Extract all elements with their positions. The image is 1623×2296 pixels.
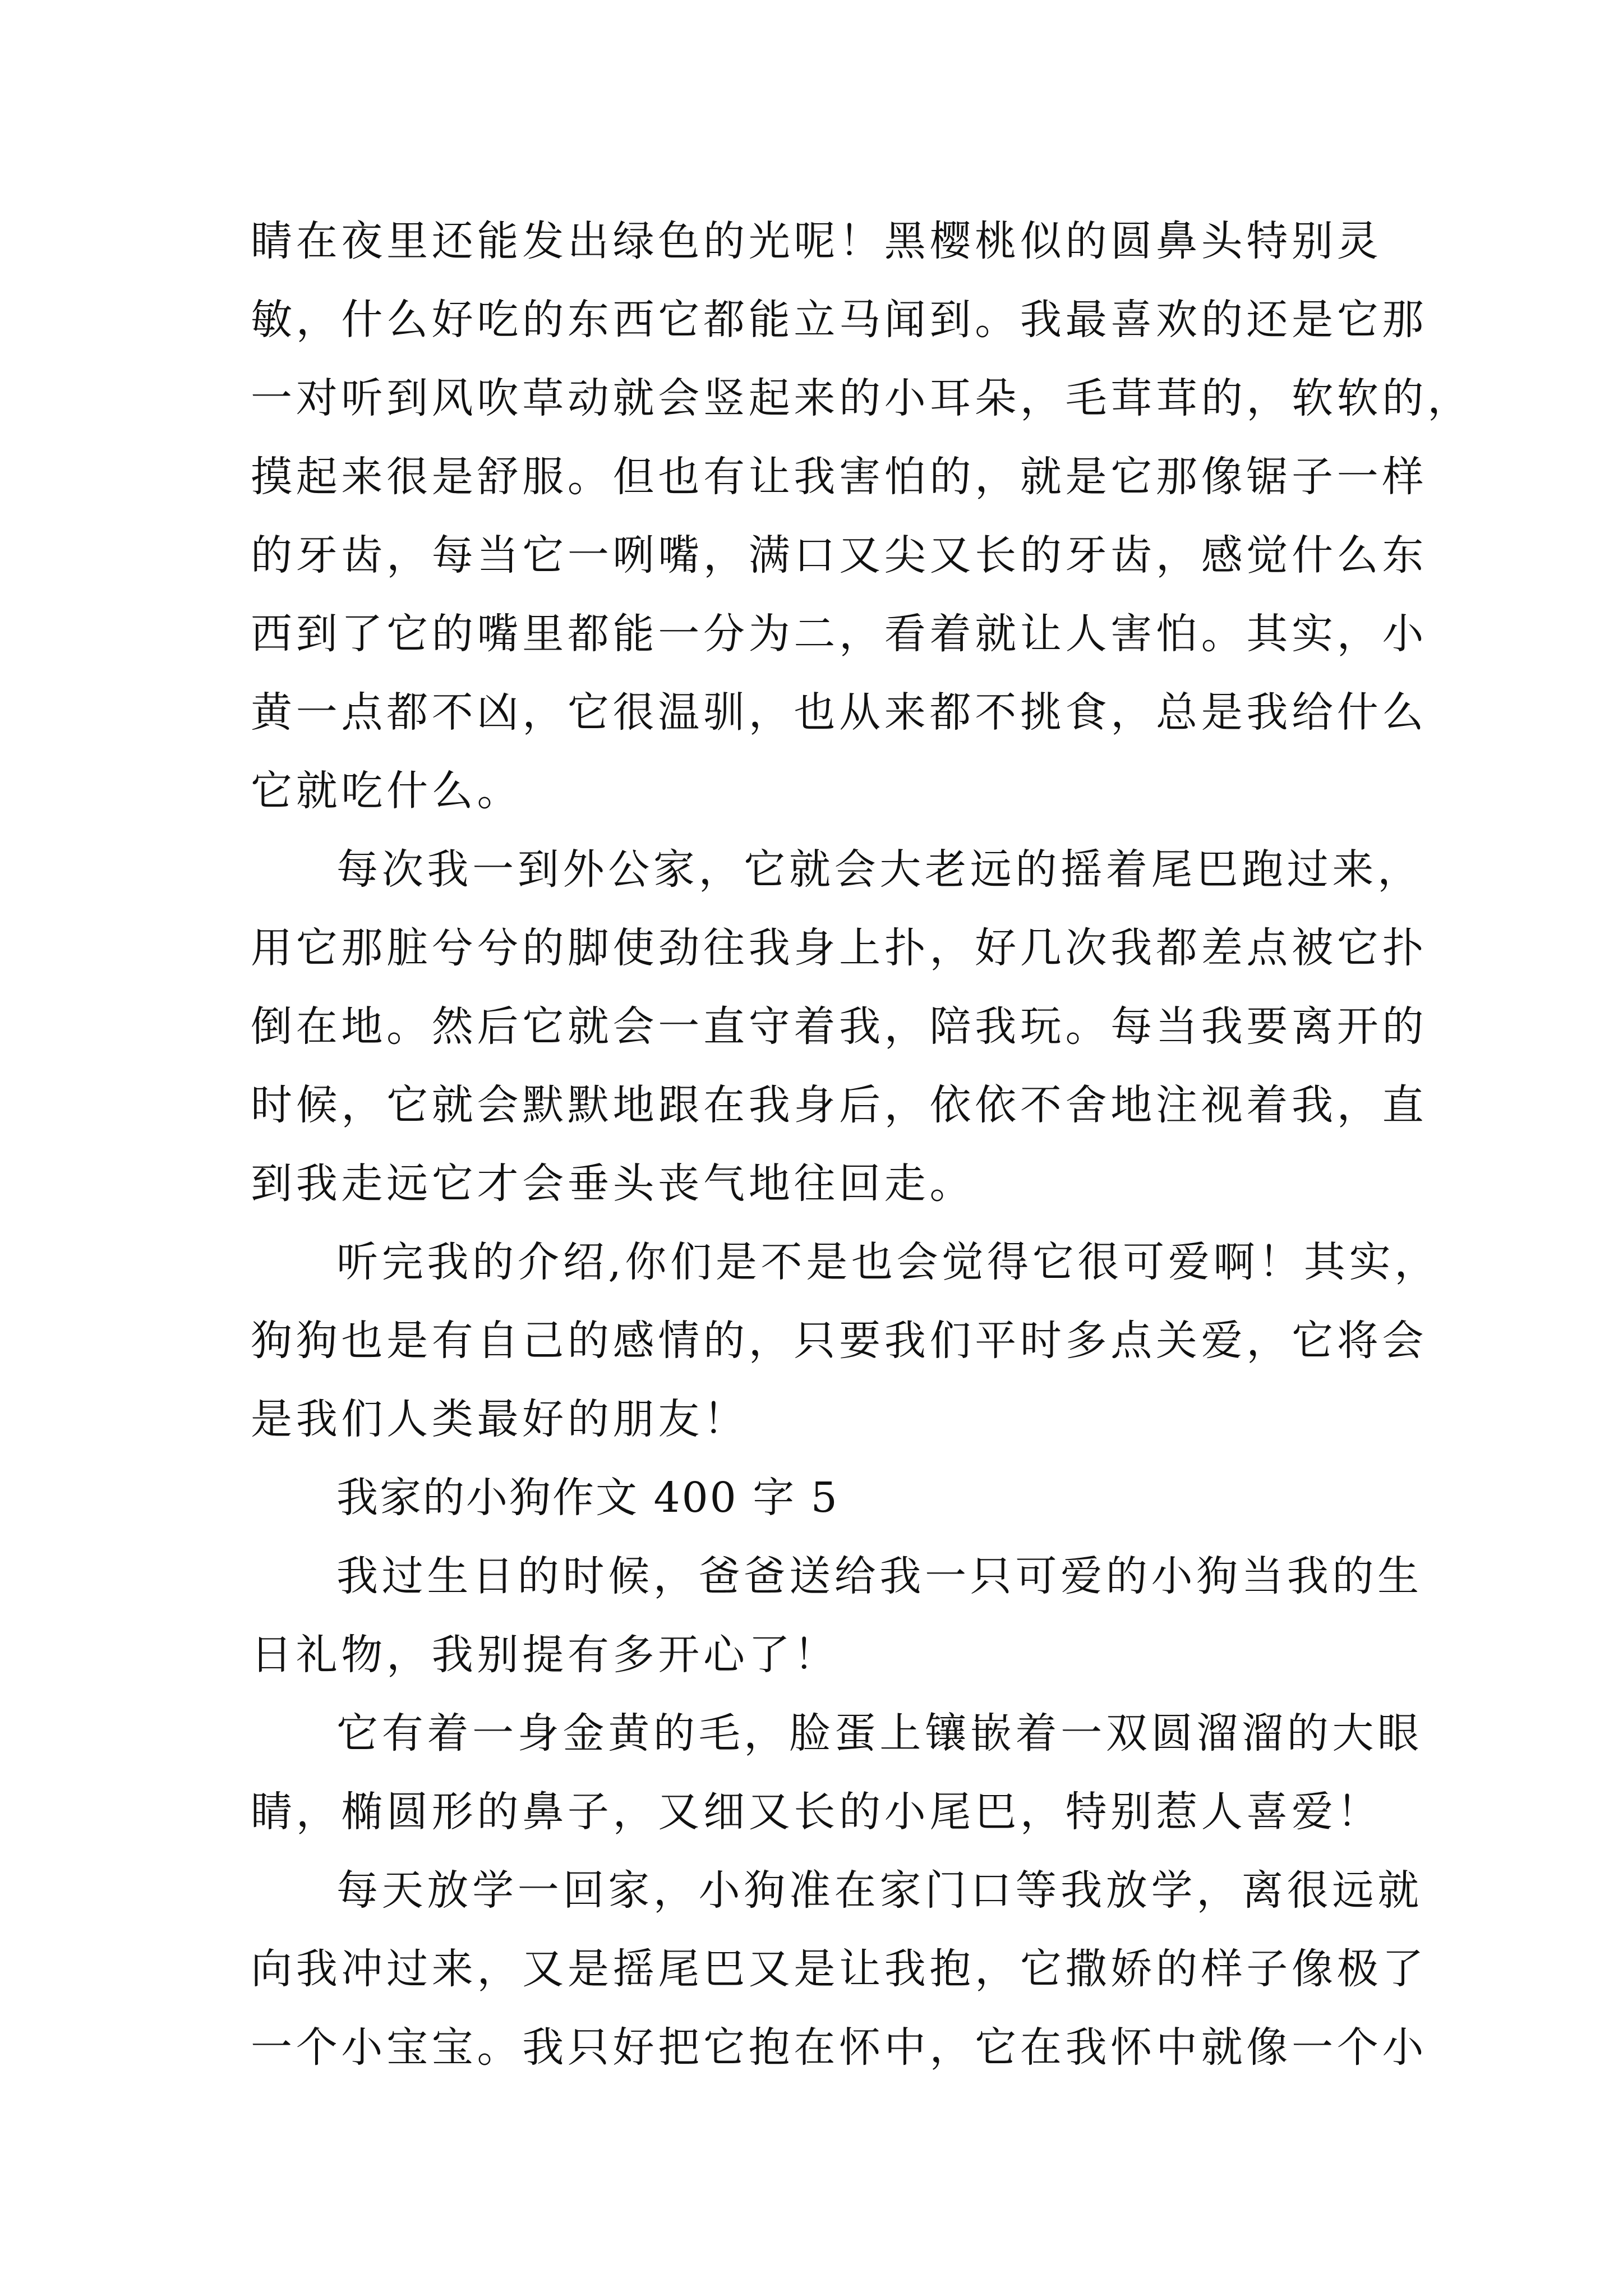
text-line: 一对听到风吹草动就会竖起来的小耳朵，毛茸茸的，软软的， [251,374,1473,422]
paragraph-first-line: 它有着一身金黄的毛，脸蛋上镶嵌着一双圆溜溜的大眼 [336,1709,1423,1757]
text-line: 狗狗也是有自己的感情的，只要我们平时多点关爱，它将会 [251,1317,1428,1365]
text-line: 睛，椭圆形的鼻子，又细又长的小尾巴，特别惹人喜爱！ [251,1788,1382,1836]
text-line: 是我们人类最好的朋友！ [251,1395,749,1443]
text-line: 敏，什么好吃的东西它都能立马闻到。我最喜欢的还是它那 [251,296,1428,344]
text-line: 日礼物，我别提有多开心了！ [251,1631,840,1679]
text-line: 黄一点都不凶，它很温驯，也从来都不挑食，总是我给什么 [251,688,1428,737]
text-line: 它就吃什么。 [251,767,523,815]
paragraph-first-line: 每天放学一回家，小狗准在家门口等我放学，离很远就 [336,1866,1423,1915]
paragraph-first-line: 听完我的介绍,你们是不是也会觉得它很可爱啊！其实， [336,1238,1440,1286]
text-line: 的牙齿，每当它一咧嘴，满口又尖又长的牙齿，感觉什么东 [251,531,1428,579]
paragraph-first-line: 我过生日的时候，爸爸送给我一只可爱的小狗当我的生 [336,1552,1423,1600]
text-line: 用它那脏兮兮的脚使劲往我身上扑，好几次我都差点被它扑 [251,924,1428,972]
text-line: 西到了它的嘴里都能一分为二，看着就让人害怕。其实，小 [251,610,1428,658]
text-line: 睛在夜里还能发出绿色的光呢！黑樱桃似的圆鼻头特别灵 [251,217,1382,265]
text-line: 摸起来很是舒服。但也有让我害怕的，就是它那像锯子一样 [251,453,1428,501]
text-line: 向我冲过来，又是摇尾巴又是让我抱，它撒娇的样子像极了 [251,1945,1428,1993]
text-line: 倒在地。然后它就会一直守着我，陪我玩。每当我要离开的 [251,1002,1428,1051]
section-heading: 我家的小狗作文 400 字 5 [336,1474,839,1522]
paragraph-first-line: 每次我一到外公家，它就会大老远的摇着尾巴跑过来， [336,845,1423,894]
text-line: 到我走远它才会垂头丧气地往回走。 [251,1159,975,1208]
text-line: 一个小宝宝。我只好把它抱在怀中，它在我怀中就像一个小 [251,2023,1428,2072]
text-line: 时候，它就会默默地跟在我身后，依依不舍地注视着我，直 [251,1081,1428,1129]
